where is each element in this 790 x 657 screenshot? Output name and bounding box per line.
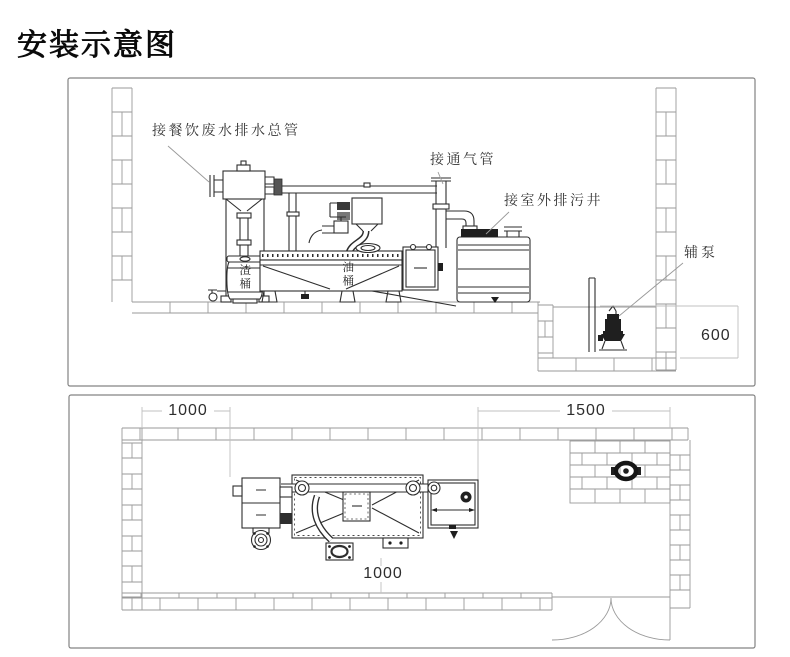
label-aux-pump: 辅泵	[684, 244, 718, 260]
label-slag-barrel: 渣桶	[238, 264, 251, 291]
page-title: 安装示意图	[17, 29, 177, 62]
elevation-left-wall	[112, 88, 132, 302]
dim-right-clearance: 1500	[560, 403, 612, 419]
label-outdoor-sewage-well: 接室外排污井	[504, 192, 603, 208]
dim-bottom-clearance: 1000	[357, 566, 409, 582]
lift-tank	[457, 227, 530, 303]
door	[552, 597, 670, 640]
plan-pump-pit	[570, 441, 670, 503]
pump-pit	[538, 278, 738, 371]
elevation-floor	[132, 302, 540, 313]
label-vent-pipe: 接通气管	[430, 151, 496, 167]
dim-left-clearance: 1000	[162, 403, 214, 419]
plan-left-wall	[122, 428, 142, 610]
plan-top-wall	[122, 428, 688, 440]
equipment-plan	[233, 475, 478, 560]
plan-panel	[69, 395, 755, 648]
elevation-right-wall	[656, 88, 676, 370]
plan-bottom-wall	[122, 593, 552, 610]
label-inlet-pipe: 接餐饮废水排水总管	[152, 122, 301, 138]
label-oil-barrel: 油桶	[341, 261, 354, 288]
plan-right-wall	[670, 440, 690, 608]
control-box	[403, 245, 443, 291]
dim-pit-depth: 600	[701, 327, 731, 344]
